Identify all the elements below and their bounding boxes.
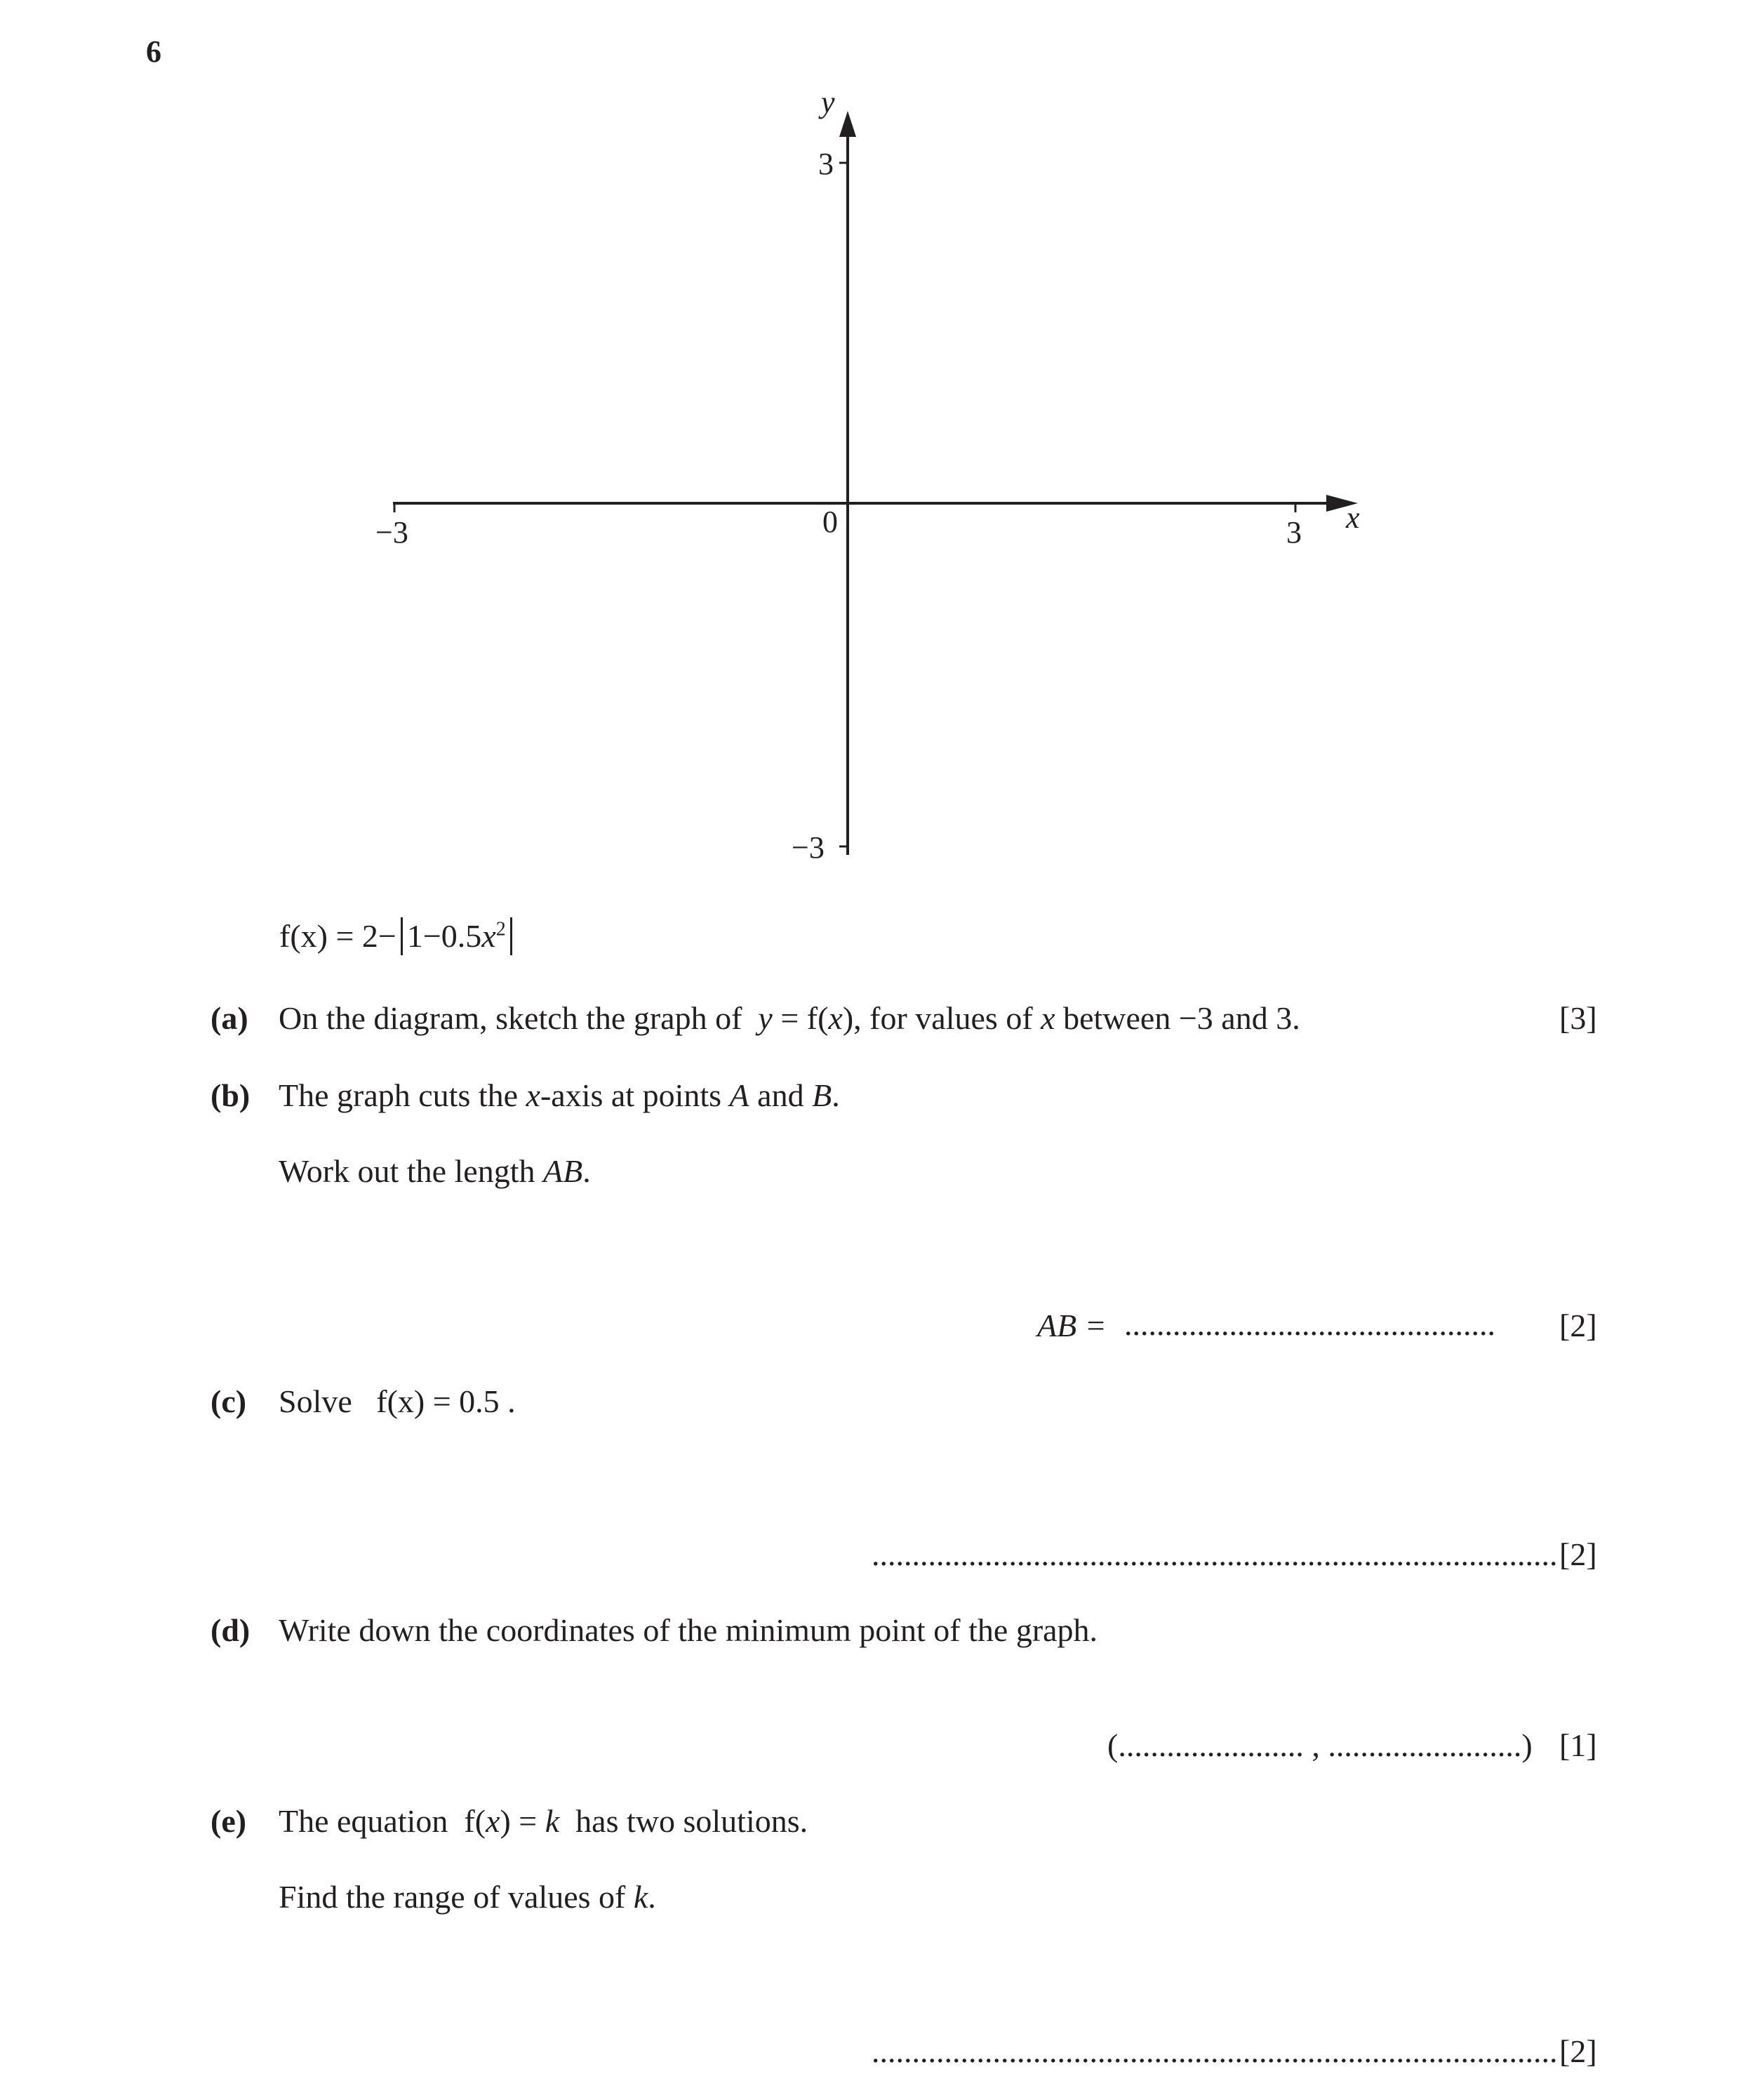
part-c-text [279, 1383, 516, 1420]
part-d-answer-field[interactable]: (....................... , ........................) [1107, 1727, 1533, 1763]
formula-var: x [481, 918, 496, 954]
part-c-solve: Solve [279, 1383, 352, 1419]
part-e-letter: (e) [211, 1803, 247, 1839]
part-b-letter: (b) [211, 1077, 251, 1113]
y-axis-label: y [821, 85, 835, 119]
part-b-and: and [757, 1077, 804, 1113]
part-a-letter: (a) [211, 1000, 248, 1036]
x-axis-label: x [1346, 500, 1360, 535]
part-e-eq-k: k [545, 1803, 560, 1839]
part-b-text [279, 1077, 840, 1114]
part-d-letter: (d) [211, 1612, 251, 1648]
formula-inner: 1−0.5 [406, 918, 482, 954]
coordinate-axes-diagram[interactable] [0, 0, 1741, 905]
part-a-text-3: between −3 and 3. [1063, 1000, 1300, 1036]
function-definition [279, 917, 516, 955]
y-min-label: −3 [792, 830, 825, 865]
part-e-text: The equation f(x) = k has two solutions. [279, 1803, 808, 1839]
part-a-eq-y: y [758, 1000, 773, 1036]
part-a-var: x [1041, 1000, 1055, 1036]
part-a-eq-x: x [828, 1000, 843, 1036]
part-b-text-1: The graph cuts the [279, 1077, 519, 1113]
part-e-answer-field[interactable]: ..................................................................................... [872, 2033, 1558, 2069]
question-number: 6 [146, 34, 161, 69]
part-c-eq: f(x) = 0.5 . [376, 1383, 516, 1419]
part-a-text-2: for values of [869, 1000, 1033, 1036]
part-b-marks: [2] [1559, 1308, 1597, 1343]
part-b-answer-label: AB = [1037, 1308, 1107, 1343]
part-c-marks: [2] [1559, 1536, 1597, 1572]
part-b-instruction-ab: AB [543, 1153, 583, 1189]
part-e-text-2: has two solutions. [575, 1803, 808, 1839]
part-e-instruction [279, 1878, 656, 1915]
part-e-marks: [2] [1559, 2033, 1597, 2069]
x-max-label: 3 [1286, 515, 1302, 550]
part-b-var: x [526, 1077, 540, 1113]
part-e-text-1: The equation [279, 1803, 448, 1839]
x-min-label: −3 [375, 515, 408, 550]
part-e-eq-x: x [486, 1803, 500, 1839]
part-b-instruction-period: . [582, 1153, 591, 1189]
part-e-period: . [648, 1879, 656, 1915]
part-e-instruction-text: Find the range of values of [279, 1879, 626, 1915]
part-a-text-1: On the diagram, sketch the graph of [279, 1000, 742, 1036]
part-b-answer-field[interactable]: .............................................. [1124, 1306, 1495, 1342]
part-b-instruction [279, 1152, 591, 1190]
origin-label: 0 [822, 505, 838, 539]
part-e-var: k [633, 1879, 648, 1915]
formula-lhs: f(x) = 2 [279, 918, 378, 954]
formula-minus: − [378, 918, 396, 954]
y-axis-arrow-icon [839, 111, 856, 137]
part-b-point-b: B [812, 1077, 832, 1113]
part-a-marks: [3] [1559, 1000, 1597, 1036]
abs-bar-right [510, 917, 512, 955]
part-a-text: On the diagram, sketch the graph of y = f(x), for values of x between −3 and 3. [279, 1000, 1300, 1036]
part-c-letter: (c) [211, 1383, 247, 1419]
part-b-instruction-1: Work out the length [279, 1153, 535, 1189]
part-b-text-2: -axis at points [540, 1077, 722, 1113]
formula-exp: 2 [495, 918, 506, 941]
part-d-marks: [1] [1559, 1727, 1597, 1763]
part-d-text: Write down the coordinates of the minimum point of the graph. [279, 1612, 1098, 1648]
part-b-period: . [832, 1077, 840, 1113]
part-b-point-a: A [729, 1077, 749, 1113]
part-c-answer-field[interactable]: ..................................................................................... [872, 1536, 1558, 1572]
abs-bar-left [401, 917, 403, 955]
y-max-label: 3 [818, 147, 834, 181]
